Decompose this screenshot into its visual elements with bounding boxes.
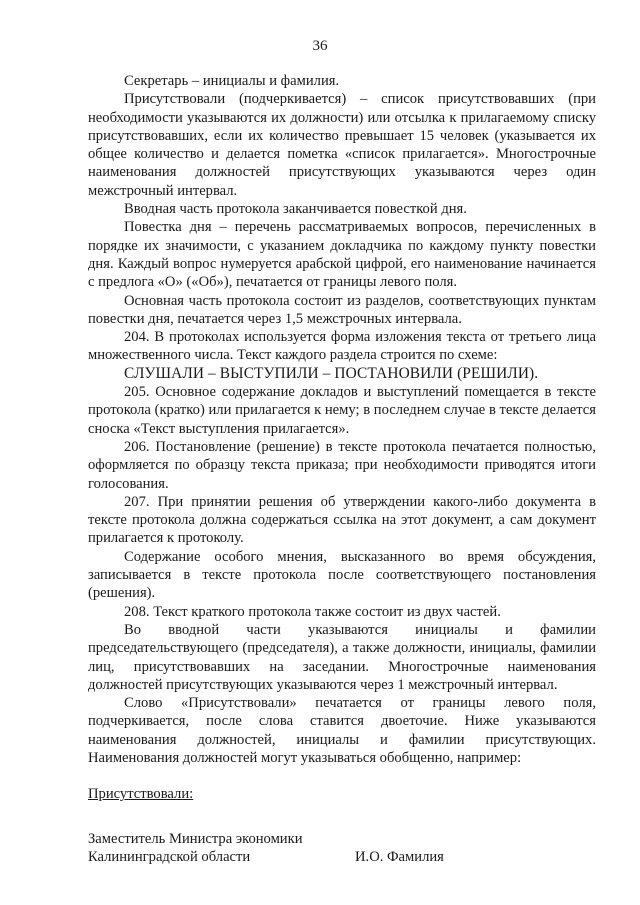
spacer [88,767,596,785]
paragraph-main-part: Основная часть протокола состоит из разделов, соответствующих пунктам повестки дня, печатается через 1,5 межстрочных интервала. [88,292,596,327]
paragraph-special-opinion: Содержание особого мнения, высказанного во время обсуждения, записывается в тексте протокола после соответствующего постановления (решения). [88,548,596,602]
paragraph-207: 207. При принятии решения об утверждении какого-либо документа в тексте протокола должна содержаться ссылка на этот документ, а сам документ прилагается к протоколу. [88,493,596,547]
paragraph-present-word: Слово «Присутствовали» печатается от границы левого поля, подчеркивается, после слова ставится двоеточие. Ниже указываются наименования должностей, инициалы и фамилии присутствующих. Наименования должностей могут указываться обобщенно, например: [88,695,596,766]
scheme-heading: СЛУШАЛИ – ВЫСТУПИЛИ – ПОСТАНОВИЛИ (РЕШИЛИ). [124,364,539,382]
paragraph-intro-part: Во вводной части указываются инициалы и фамилии председательствующего (председателя), а также должности, инициалы, фамилии лиц, присутствовавших на заседании. Многострочные наименования должностей присутствующих указываются через 1 межстрочный интервал. [88,621,596,693]
page-number: 36 [312,38,328,54]
person-name: И.О. Фамилия [355,848,444,865]
paragraph-intro-end: Вводная часть протокола заканчивается повесткой дня. [124,201,467,218]
example-signature-block [88,830,596,867]
position-line-2: Калининградской области [88,848,251,865]
position-line-1: Заместитель Министра экономики [88,830,303,847]
paragraph-205: 205. Основное содержание докладов и выступлений помещается в тексте протокола (кратко) или прилагается к нему; в последнем случае в тексте делается сноска «Текст выступления прилагается». [88,384,596,437]
paragraph-secretary: Секретарь – инициалы и фамилия. [124,73,340,89]
paragraph-208: 208. Текст краткого протокола также состоит из двух частей. [124,603,501,620]
paragraph-present: Присутствовали (подчеркивается) – список присутствовавших (при необходимости указываются их должности) или отсылка к прилагаемому списку присутствовавших, если их количество превышает 15 человек (указывается их общее количество и делается пометка «список прилагается». Многострочные наименования должностей присутствующих указываются через один межстрочный интервал. [88,91,596,199]
paragraph-agenda: Повестка дня – перечень рассматриваемых вопросов, перечисленных в порядке их значимости, с указанием докладчика по каждому пункту повестки дня. Каждый вопрос нумеруется арабской цифрой, его наименование начинается с предлога «О» («Об»), печатается от границы левого поля. [88,219,596,291]
paragraph-204: 204. В протоколах используется форма изложения текста от третьего лица множественного числа. Текст каждого раздела строится по схеме: [88,329,596,364]
document-body [88,72,596,866]
present-label: Присутствовали: [88,786,194,803]
paragraph-206: 206. Постановление (решение) в тексте протокола печатается полностью, оформляется по образцу текста приказа; при необходимости приводятся итоги голосования. [88,438,596,492]
